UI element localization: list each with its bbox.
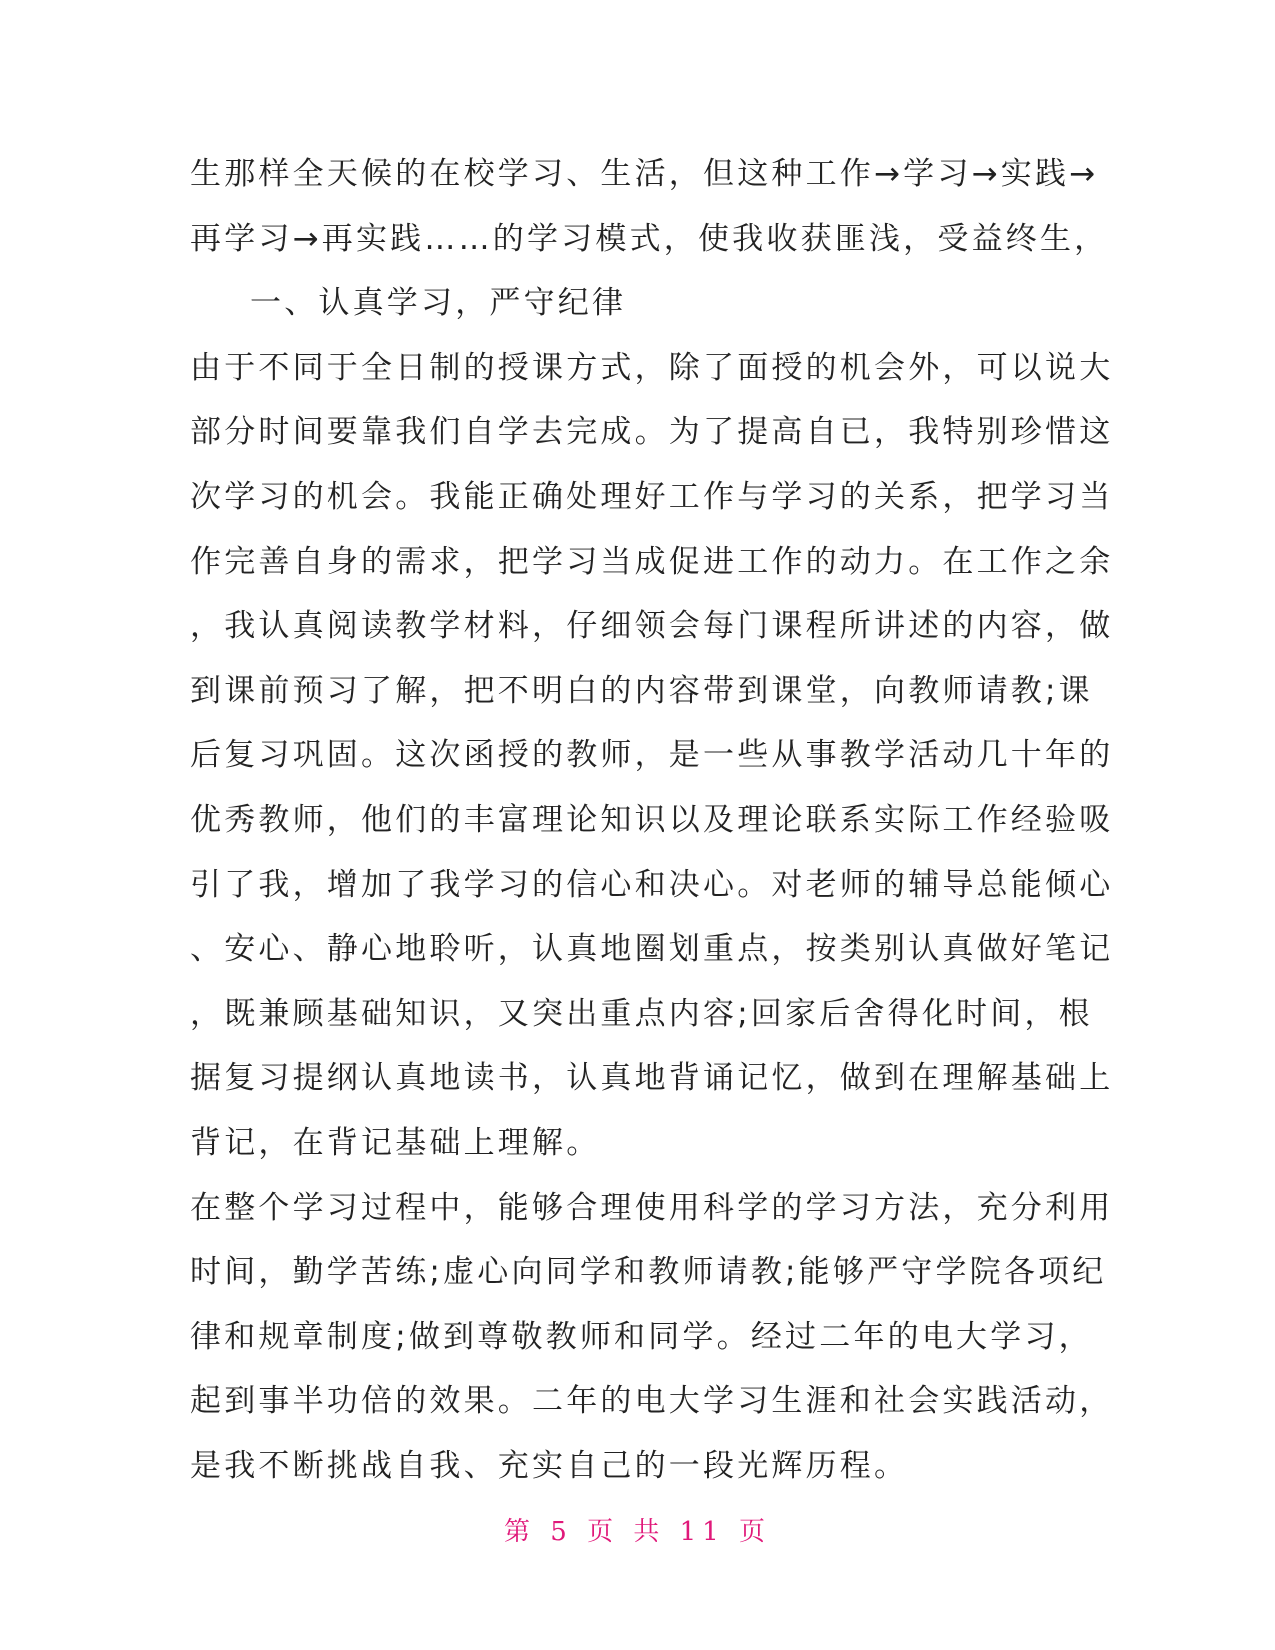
text-line: 在整个学习过程中，能够合理使用科学的学习方法，充分利用 [190, 1189, 1114, 1226]
text-line: 优秀教师，他们的丰富理论知识以及理论联系实际工作经验吸 [190, 801, 1114, 838]
text-line: 是我不断挑战自我、充实自己的一段光辉历程。 [190, 1447, 909, 1484]
text-line: ，我认真阅读教学材料，仔细领会每门课程所讲述的内容，做 [190, 608, 1114, 645]
text-line: 据复习提纲认真地读书，认真地背诵记忆，做到在理解基础上 [190, 1060, 1114, 1097]
text-line: 作完善自身的需求，把学习当成促进工作的动力。在工作之余 [190, 543, 1114, 580]
text-line: 律和规章制度;做到尊敬教师和同学。经过二年的电大学习， [190, 1318, 1093, 1355]
text-line: 引了我，增加了我学习的信心和决心。对老师的辅导总能倾心 [190, 866, 1114, 903]
text-line: 后复习巩固。这次函授的教师，是一些从事教学活动几十年的 [190, 737, 1114, 774]
text-line: 起到事半功倍的效果。二年的电大学习生涯和社会实践活动， [190, 1383, 1114, 1420]
text-line: 次学习的机会。我能正确处理好工作与学习的关系，把学习当 [190, 478, 1114, 515]
text-line: 部分时间要靠我们自学去完成。为了提高自已，我特别珍惜这 [190, 414, 1114, 451]
text-line: 到课前预习了解，把不明白的内容带到课堂，向教师请教;课 [190, 672, 1093, 709]
text-line: 由于不同于全日制的授课方式，除了面授的机会外，可以说大 [190, 349, 1114, 386]
text-line: 时间，勤学苦练;虚心向同学和教师请教;能够严守学院各项纪 [190, 1254, 1107, 1291]
text-line: ，既兼顾基础知识，又突出重点内容;回家后舍得化时间，根 [190, 995, 1093, 1032]
text-line: 再学习→再实践……的学习模式，使我收获匪浅，受益终生， [190, 220, 1109, 257]
page-number-footer: 第 5 页 共 11 页 [504, 1517, 771, 1547]
text-line: 生那样全天候的在校学习、生活，但这种工作→学习→实践→ [190, 156, 1099, 192]
body-text [190, 142, 1114, 1498]
section-heading: 一、认真学习，严守纪律 [250, 285, 627, 322]
text-line: 背记，在背记基础上理解。 [190, 1124, 601, 1161]
text-line: 、安心、静心地聆听，认真地圈划重点，按类别认真做好笔记 [190, 931, 1114, 968]
